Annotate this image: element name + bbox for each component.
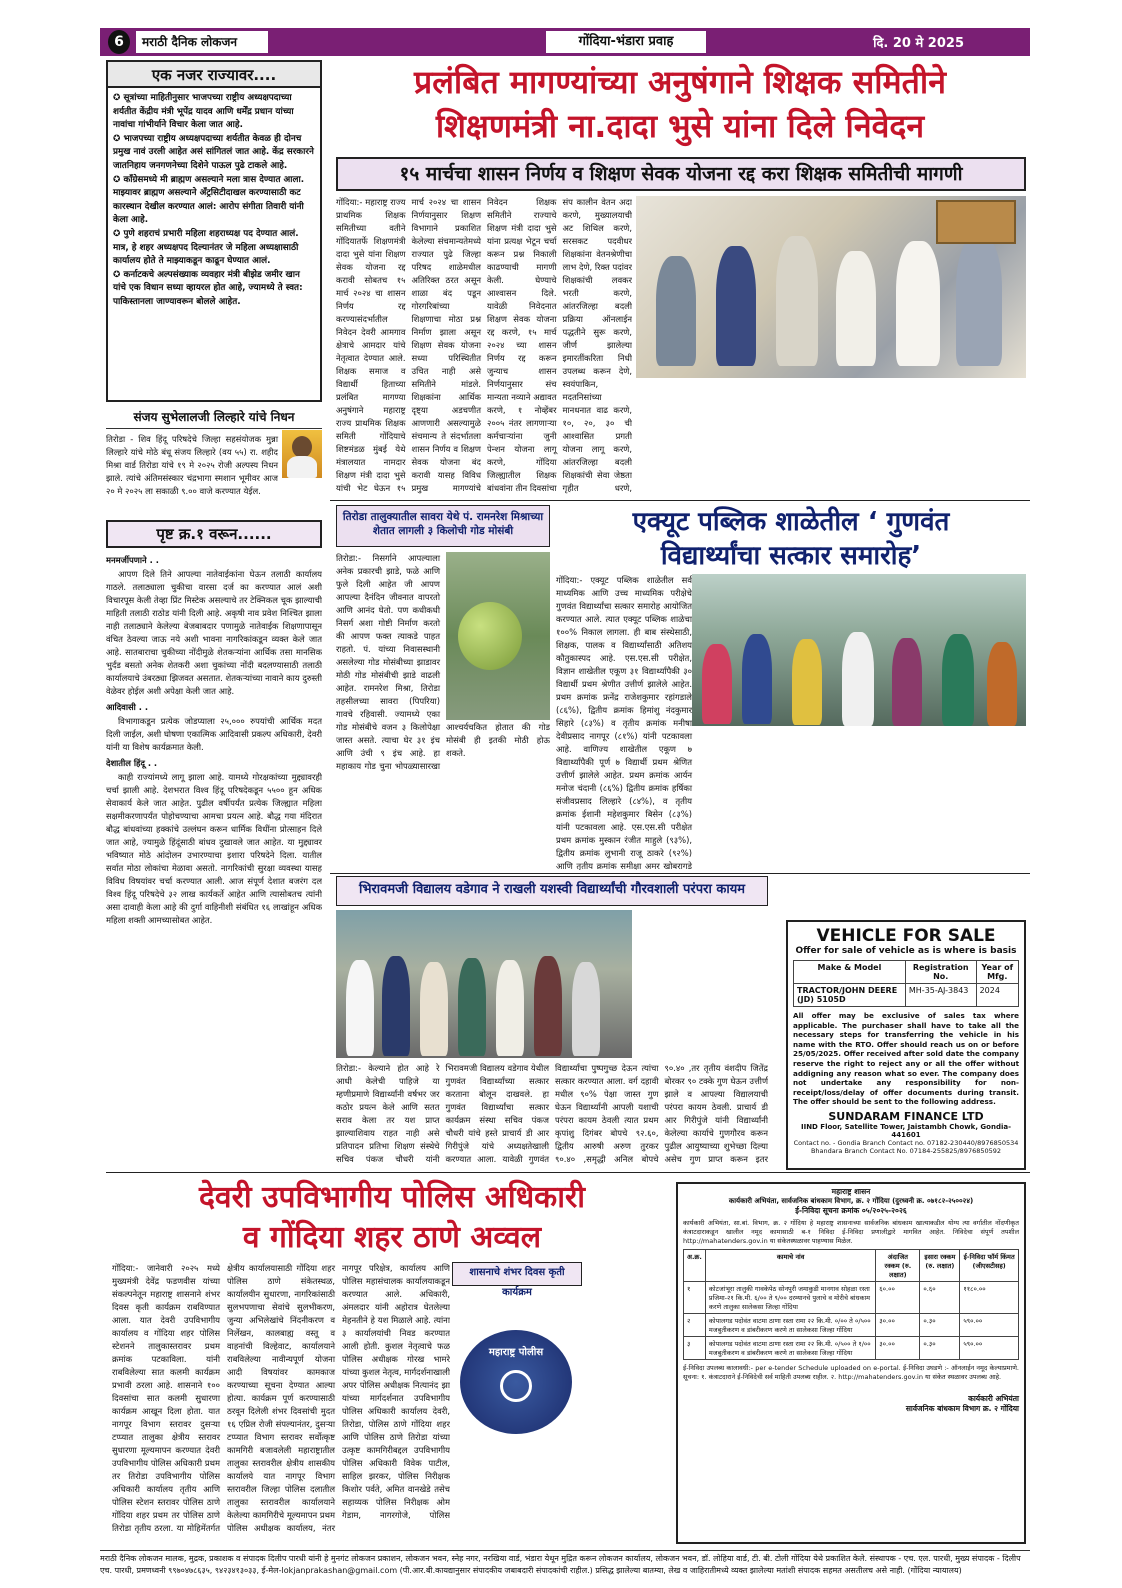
vehicle-table xyxy=(793,960,1019,1007)
star-icon: ✪ xyxy=(113,133,124,144)
tender-intro: कार्यकारी अभियंता, सा.बां. विभाग, क्र. २ गोंदिया हे महाराष्ट्र शासनाच्या सार्वजनिक बांधकाम खात्याकडील योग्य त्या वर्गातील नोंदणीकृत कंत्राटदाराकडून खालील नमूद कामासाठी ब-१ निविदा ई-निविदा प्रणालीद्वारे मागवित आहेत. निविदेचा संपूर्ण तपशील http://mahatenders.gov.in या संकेतस्थळावर पाहण्यास मिळेल. xyxy=(683,1219,1019,1245)
ad-contact: Contact no. - Gondia Branch Contact no. 07182-230440/8976850534 xyxy=(793,1138,1019,1147)
obituary-photo xyxy=(282,430,322,478)
maharashtra-police-logo xyxy=(460,1330,572,1434)
imprint-footer: मराठी दैनिक लोकजन मालक, मुद्रक, प्रकाशक व संपादक दिलीप पारधी यांनी हे मुनगंट लोकजन प्रकाशन, लोकजन भवन, स्नेह नगर, नरखिया वार्ड, भंडारा येथून मुद्रित करून लोकजन कार्यालय, लोकजन भवन, डॉ. लोहिया वार्ड, टी. बी. टोली गोंदिया येथे प्रकाशित केले. संस्थापक - एच. एल. पारधी, मुख्य संपादक - दिलीप एच. पारधी, प्रमणध्वनी ९९७०४७८६३५, ९४२३४१३०३३, ई-मेल-lokjanprakashan@gmail.com (पी.आर.बी.कायद्यानुसार संपादकीय जबाबदारी संपादकांची राहील.) प्रसिद्ध झालेल्या बातम्या, लेख व जाहिरातीमध्ये व्यक्त झालेल्या मतांशी संपादक सहमत असतीलच असे नाही. (गोंदिया न्यायालय) xyxy=(100,1550,1030,1582)
section-tag: मनमर्जीपणाने . . xyxy=(106,555,159,565)
bhiravamji-text-cont xyxy=(640,910,768,1058)
mosambi-text: तिरोडा:- निसर्गाने आपल्याला अनेक प्रकारची झाडे, फळे आणि फुले दिली आहेत जी आपण आपल्या दैनंदिन जीवनात वापरतो आणि आनंद घेतो. पण कधीकधी निसर्ग अशा गोष्टी निर्माण करतो की आपण फक्त त्याकडे पाहत राहतो. पं. यांच्या निवासस्थानी असलेल्या गोड मोसंबीच्या झाडावर मोठी गोड मोसंबीची झाडे वाढली आहेत. रामनरेश मिश्रा, तिरोडा तहसीलच्या सावरा (पिपरिया) गावचे रहिवासी. ज्यामध्ये एका गोड मोसंबीचे वजन ३ किलोपेक्षा जास्त असते. त्याचा घेर ३१ इंच आणि उंची ९ इंच आहे. हा महाकाय गोड चुना भोपळ्यासारखा आश्चर्यचकित होतात की गोड मोसंबी ही इतकी मोठी होऊ शकते. xyxy=(336,553,550,771)
tender-title: महाराष्ट्र शासन xyxy=(831,1187,871,1196)
news-item: ✪ कर्नाटकचे अल्पसंख्याक व्यवहार मंत्री बीझेड जमीर खान यांचे एक विधान सध्या व्हायरल होत आहे, ज्यामध्ये ते स्वत: पाकिस्तानला जाण्यावरून बोलले आहेत. xyxy=(113,269,303,307)
sidebar-news-list xyxy=(108,88,320,398)
star-icon: ✪ xyxy=(113,93,124,103)
main-story-text-b xyxy=(636,382,1026,498)
section-name: गोंदिया-भंडारा प्रवाह xyxy=(546,31,706,53)
main-headline xyxy=(330,60,1030,148)
bhiravamji-text: तिरोडा:- केल्याने होत आहे रे आधी केलेची पाहिजे या म्हणीप्रमाणे विद्यार्थ्यांनी वर्षभर जर कठोर प्रयत्न केले आणि सतत सराव केला तर यश प्राप्त झाल्याशिवाय राहत नाही असे प्रतिपादन प्रतिभा शिक्षण संस्थेचे सचिव पंकज चौधरी यांनी भिरावमजी विद्यालय वडेगाव येथील गुणवंत विद्यार्थ्यांच्या सत्कार करताना बोलून दाखवले. हा गुणवंत विद्यार्थ्यांचा सत्कार कार्यक्रम संस्था सचिव पंकज चौधरी यांचे हस्ते प्राचार्य डी आर गिरीपुंजे यांचे अध्यक्षतेखाली करण्यात आला. यावेळी गुणवंत विद्यार्थ्यांचा पुष्पगुच्छ देऊन त्यांचा सत्कार करण्यात आला. वर्ग दहावी मधील ९०% पेक्षा जास्त गुण घेऊन विद्यार्थ्यांनी आपली यशाची परंपरा कायम ठेवली त्यात प्रथम कृपांशु दिगंबर बोपचे ९२.६०, द्वितीय आरुषी अरुण तुरकर ९०.४० ,समृद्धी अनिल बोपचे ९०.४० ,तर तृतीय वंशदीप जितेंद्र बोरकर ९० टक्के गुण घेऊन उत्तीर्ण झाले व आपल्या विद्यालयाची परंपरा कायम ठेवली. प्राचार्य डी आर गिरीपुंजे यांनी विद्यार्थ्यांनी केलेल्या कार्याचे गुणगौरव करून पुढील आयुष्याच्या शुभेच्छा दिल्या असेच गुण प्राप्त करून इतर xyxy=(336,1063,768,1164)
divider xyxy=(330,500,1030,501)
bhiravamji-headline: भिरावमजी विद्यालय वडेगाव ने राखली यशस्वी विद्यार्थ्यांची गौरवशाली परंपरा कायम xyxy=(336,876,768,906)
police-text-a: गोंदिया:- जानेवारी २०२५ मध्ये मुख्यमंत्री देवेंद्र फडणवीस यांच्या संकल्पनेतून महाराष्ट्र शासनाने शंभर दिवस कृती कार्यक्रम राबविण्यात आला. यात देवरी उपविभागीय कार्यालय व गोंदिया शहर पोलिस स्टेशनने तालुकास्तरावर प्रथम क्रमांक पटकाविला. यांनी राबविलेल्या सात कलमी कार्यक्रम प्रभावी ठरला आहे. शासनाने १०० दिवसांचा सात कलमी सुधारणा कार्यक्रम आखून दिला होता. यात नागपूर विभाग स्तरावर दुसऱ्या टप्प्यात तालुका क्षेत्रीय स्तरावर सुधारणा मूल्यमापन करण्यात देवरी उपविभागीय पोलिस अधिकारी प्रथम तर तिरोडा उपविभागीय पोलिस अधिकारी कार्यालय तृतीय आणि पोलिस स्टेशन स्तरावर पोलिस ठाणे गोंदिया शहर प्रथम तर पोलिस ठाणे तिरोडा तृतीय ठरला. या मोहिमेंतर्गत क्षेत्रीय कार्यालयासाठी गोंदिया शहर पोलिस ठाणे संकेतस्थळ, कार्यालयीन सुधारणा, नागरिकांसाठी सुलभपणाचा सेवांचे सुलभीकरण, जुन्या अभिलेखांचे निंदनीकरण व निर्लेखन, कालबाह्य वस्तू व वाहनांची विल्हेवाट, कार्यालयाने राबविलेल्या नावीन्यपूर्ण योजना आदी विषयांवर कामकाज करण्याच्या सूचना देण्यात आल्या होत्या. कार्यक्रम पूर्ण करण्यासाठी ठरवून दिलेली शंभर दिवसांची मुदत १६ एप्रिल रोजी संपल्यानंतर, दुसऱ्या टप्प्यात विभाग स्तरावर सर्वोत्कृष्ट कामगिरी बजावलेली महाराष्ट्रातील तालुका स्तरावरील क्षेत्रीय शासकीय कार्यालये यात नागपूर विभाग स्तरावरील जिल्हा पोलिस दलातील तालुका स्तरावरील कार्यालयाने केलेल्या कामगिरीचे मूल्यमापन प्रथम पोलिस अधीक्षक कार्यालय, नंतर नागपूर परिक्षेत्र, कार्यालय आणि पोलिस महासंचालक कार्यालयाकडून करण्यात आले. अधिकारी, अंमलदार यांनी अहोरात्र घेतलेल्या मेहनतीने हे यश मिळाले आहे. त्यांना ३ कार्यालयांची निवड करण्यात आली होती. कुशल नेतृत्वाचे फळ पोलिस अधीक्षक गोरख भामरे यांच्या कुशल नेतृत्व, मार्गदर्शनाखाली अपर पोलिस अधीक्षक नित्यानंद झा यांच्या मार्गदर्शनात उपविभागीय पोलिस अधिकारी कार्यालय देवरी, तिरोडा, पोलिस ठाणे गोंदिया शहर आणि पोलिस ठाणे तिरोडा यांच्या उत्कृष्ट कामगिरीबद्दल उपविभागीय पोलिस अधिकारी विवेक पाटील, साहिल झरकर, पोलिस निरीक्षक किशोर पर्वते, अमित वानखेडे तसेच सहाय्यक पोलिस निरीक्षक ओम गेडाम, नागरगोजे, पोलिस xyxy=(112,1263,450,1533)
paper-name: मराठी दैनिक लोकजन xyxy=(136,31,268,53)
star-icon: ✪ xyxy=(113,174,124,185)
tender-ad xyxy=(676,1182,1026,1544)
main-story-photo xyxy=(636,196,1026,378)
table-row: १ कोटजांभूरा तालुकी गावकेपेठ सोनपुरी जमाकुडी मानगाव सोहळा रस्ता प्रजिमा-२१ कि.मी. ६/०० ते ९/०० दरम्यानचे पुलाचे व मोरीचे बांधकाम करणे तालुका सालेकसा जिल्हा गोंदिया ६०.०० ०.६० ११८०.०० xyxy=(684,1282,1019,1314)
sidebar-news-title: एक नजर राज्यावर.... xyxy=(108,62,320,88)
ekyut-headline-line1: एक्यूट पब्लिक शाळेतील ‘ गुणवंत xyxy=(632,507,950,537)
mosambi-photo xyxy=(446,552,550,720)
vehicle-make: TRACTOR/JOHN DEERE (JD) 5105D xyxy=(794,984,906,1007)
col-make: Make & Model xyxy=(794,961,906,984)
news-item: ✪ भाजपच्या राष्ट्रीय अध्यक्षपदाच्या शर्यतीत केवळ ही दोनच प्रमुख नावं उरली आहेत असं सांगितलं जात आहे. केंद्र सरकारने जातनिहाय जनगणनेच्या दिशेने पाऊल पुढे टाकले आहे. xyxy=(113,133,314,171)
main-story-text-a: गोंदिया:- महाराष्ट्र राज्य प्राथमिक शिक्षक समितीच्या वतीने गोंदियातर्फे शिक्षणमंत्री दादा भुसे यांना शिक्षण सेवक योजना रद्द करावी सोबतच १५ मार्च २०२४ चा शासन निर्णय रद्द करण्यासंदर्भातील निवेदन देवरी आमगाव क्षेत्राचे आमदार यांचे नेतृत्वात देण्यात आले. शिक्षक समाज व विद्यार्थी हिताच्या प्रलंबित मागण्या अनुषंगाने महाराष्ट्र राज्य प्राथमिक शिक्षक समिती गोंदियाचे शिष्टमंडळ मुंबई येथे मंत्रालयात नामदार शिक्षण मंत्री दादा भुसे यांची भेट घेऊन १५ मार्च २०२४ चा शासन निर्णयानुसार शिक्षण विभागाने प्रकाशित केलेल्या संचमान्यतेमध्ये राज्यात पुढे जिल्हा परिषद शाळेमधील अतिरिक्त ठरत असून शाळा बंद पडून गोरगरिबांच्या शिक्षणाचा मोठा प्रश्न निर्माण झाला असून शिक्षण सेवक योजना सध्या परिस्थितीत उचित नाही असे समितीने मांडले. शिक्षकांना आर्थिक दृष्ट्या अडचणीत आणणारी असल्यामुळे संचमान्य ते संदर्भातला शासन निर्णय व शिक्षण सेवक योजना बंद करावी यासह विविध प्रमुख मागण्यांचे निवेदन शिक्षक समितीने राज्याचे शिक्षण मंत्री दादा भुसे यांना प्रत्यक्ष भेटून चर्चा करून प्रश्न निकाली काढण्याची मागणी केली. घेण्याचे आश्वासन दिले. यावेळी निवेदनात शिक्षण सेवक योजना रद्द करणे, १५ मार्च २०२४ च्या शासन निर्णय रद्द करून जुन्याच शासन निर्णयानुसार संच मान्यता नव्याने अद्यावत करणे, १ नोव्हेंबर २००५ नंतर लागणाऱ्या कर्मचाऱ्यांना जुनी पेन्शन योजना लागू करणे, गोंदिया जिल्ह्यातील शिक्षक बांधवांना तीन दिवसांचा संप कालीन वेतन अदा करणे, मुख्यालयाची अट शिथिल करणे, सरसकट पदवीधर शिक्षकांना वेतनश्रेणीचा लाभ देणे, रिक्त पदांवर शिक्षकांची लवकर भरती करणे, आंतरजिल्हा बदली प्रक्रिया ऑनलाईन पद्धतीने सुरू करणे, जीर्ण झालेल्या इमारतींकरिता निधी उपलब्ध करून देणे, स्वयंपाकिन, मदतनिसांच्या मानधनात वाढ करणे, १०, २०, ३० ची आश्वासित प्रगती योजना लागू करणे, आंतरजिल्हा बदली शिक्षकांची सेवा जेष्ठता गृहीत धरणे, xyxy=(336,197,632,493)
bhiravamji-photo xyxy=(336,910,632,1058)
tender-signature-1: कार्यकारी अभियंता xyxy=(968,1394,1019,1403)
col-reg: Registration No. xyxy=(905,961,976,984)
col-sr: अ.क्र. xyxy=(684,1250,706,1282)
main-headline-line1: प्रलंबित मागण्यांच्या अनुषंगाने शिक्षक समितीने xyxy=(414,63,946,101)
ad-subtitle: Offer for sale of vehicle as is where is basis xyxy=(795,946,1017,956)
ekyut-photo xyxy=(692,574,1026,726)
news-item: ✪ सूत्रांच्या माहितीनुसार भाजपच्या राष्ट्रीय अध्यक्षपदाच्या शर्यतीत केंद्रीय मंत्री भूपेंद्र यादव आणि धर्मेंद्र प्रधान यांच्या नावांचा गांभीर्याने विचार केला जात आहे. xyxy=(113,93,294,131)
tender-notes: ई-निविदा उपलब्ध कालावधी:- per e-tender Schedule uploaded on e-portal. ई-निविदा उघडणे :- ऑनलाईन नमूद केल्याप्रमाणे. सूचना: १. कंत्राटदाराने ई-निविदेची सर्व माहिती उपलब्ध राहील. २. http://mahatenders.gov.in या संकेत स्थळावर उपलब्ध आहे. xyxy=(683,1364,1019,1381)
table-row: ३ कोपालगड पदोवंत वाटमा ठाणा रस्ता रामा २२ कि.मी. ०/५०० ते १/०० मजबुतीकरण व डांबरीकरण करणे ता सालेकसा जिल्हा गोंदिया ३०.०० ०.३० ५९०.०० xyxy=(684,1337,1019,1360)
page-header xyxy=(100,28,1030,56)
main-subhead: १५ मार्चचा शासन निर्णय व शिक्षण सेवक योजना रद्द करा शिक्षक समितीची मागणी xyxy=(336,157,1026,191)
col-emd: इसारा रक्कम (रु. लक्षात) xyxy=(920,1250,960,1282)
star-icon: ✪ xyxy=(113,228,124,239)
section-tag: देशातील हिंदू . . xyxy=(106,758,158,768)
ad-contact-2: Bhandara Branch Contact No. 07184-255825/8976850592 xyxy=(810,1146,1002,1155)
vehicle-reg: MH-35-AJ-3843 xyxy=(905,984,976,1007)
star-icon: ✪ xyxy=(113,269,124,280)
col-cost: अंदाजित रक्कम (रु. लक्षात) xyxy=(876,1250,920,1282)
tender-notice-no: ई-निविदा सूचना क्रमांक ०५/२०२५-२०२६ xyxy=(795,1206,907,1215)
police-headline xyxy=(112,1178,672,1258)
ekyut-body: गोंदिया:- एक्यूट पब्लिक शाळेतील सर्व माध्यमिक आणि उच्च माध्यमिक परीक्षेचे गुणवंत विद्यार्थ्यांचा सत्कार समारोह आयोजित करण्यात आले. त्यात एक्यूट पब्लिक शाळेचा १००% निकाल लागला. ही बाब संस्थेसाठी, शिक्षक, पालक व विद्यार्थ्यांसाठी अतिशय कौतुकास्पद आहे. एस.एस.सी परीक्षेत, विज्ञान शाखेतील एकूण ३१ विद्यार्थ्यांपैकी ३० विद्यार्थी प्रथम श्रेणीत उत्तीर्ण झालेले आहेत. प्रथम क्रमांक फ्रनेंद्र राजेशकुमार रहांगडाले (८६%), द्वितीय क्रमांक हिमांशु नंदकुमार सिहारे (८३%) व तृतीय क्रमांक मनीषा देवीप्रसाद नागपूर (८१%) यांनी पटकावला आहे. वाणिज्य शाखेतील एकूण ७ विद्यार्थ्यांपैकी पूर्ण ७ विद्यार्थी प्रथम श्रेणित उत्तीर्ण झालेले आहेत. प्रथम क्रमांक आर्यन मनोज चंदानी (८६%) द्वितीय क्रमांक हर्षिका संजीवप्रसाद लिल्हारे (८४%), व तृतीय क्रमांक ईशानी महेशकुमार बिसेन (८३%) यांनी पटकावला आहे. एस.एस.सी परीक्षेत प्रथम क्रमांक मुस्कान रंजीत माहुले (९३%), द्वितीय क्रमांक लुभानी राजू ठाकरे (९२%) आणि तृतीय क्रमांक समीक्षा अमर खोबरागडे xyxy=(556,575,692,870)
badge-icon xyxy=(500,1370,532,1402)
divider xyxy=(106,1172,1030,1173)
section-body: विभागाकडून प्रत्येक जोडप्याला २५,००० रुपयांची आर्थिक मदत दिली जाईल, अशी घोषणा एकात्मिक आदिवासी प्रकल्प अधिकारी, देवरी यांनी या विशेष कार्यक्रमात केली. xyxy=(106,716,322,752)
obituary-text: तिरोडा - शिव हिंदू परिषदेचे जिल्हा सहसंयोजक मुन्ना लिल्हारे यांचे मोठे बंधू संजय लिल्हारे (वय ५५) रा. शहीद मिश्रा वार्ड तिरोडा यांचे १९ मे २०२५ रोजी अल्पस्य निधन झाले. त्यांचे अंतिमसंस्कार चंद्रभागा स्मशान भूमीवर आज २० मे २०२५ ला सकाळी ९.०० वाजे करण्यात येईल. xyxy=(106,434,278,496)
ad-address: IIND Floor, Satellite Tower, Jaistambh Chowk, Gondia- 441601 xyxy=(800,1122,1012,1139)
police-box-title: शासनाचे शंभर दिवस कृती कार्यक्रम xyxy=(452,1262,582,1286)
ad-terms: All offer may be exclusive of sales tax where applicable. The purchaser shall have to take all the necessary steps for transferring the vehicle in his name with the RTO. Offer should reach us on or before 25/05/2025. Offer received after sold date the company reserve the right to reject any or all the offer without addigning any reason what so ever. The company does not undertake any responsibility for non-receipt/loss/delay of offer documents during transit. The offer should be sent to the following address. xyxy=(793,1011,1019,1107)
main-headline-line2: शिक्षणमंत्री ना.दादा भुसे यांना दिले निवेदन xyxy=(435,107,925,145)
mosambi-headline: तिरोडा तालुक्यातील सावरा येथे पं. रामनरेश मिश्राच्या शेतात लागली ३ किलोची गोड मोसंबी xyxy=(336,505,550,547)
vehicle-sale-ad xyxy=(786,920,1026,1170)
obituary-title: संजय सुभेलालजी लिल्हारे यांचे निधन xyxy=(106,408,322,429)
section-body: काही राज्यांमध्ये लागू झाला आहे. यामध्ये गोरक्षकांच्या मुद्द्यावरही चर्चा झाली आहे. देशभरात विश्व हिंदू परिषदेकडून ५५०० हून अधिक सेवाकार्य केले जात आहेत. पुढील वर्षीपर्यंत प्रत्येक जिल्ह्यात महिला सक्षमीकरणापर्यंत पोहोचण्याचा आमचा प्रयत्न आहे. बौद्ध गया मंदिरात बौद्ध बांधवांच्या हक्कांचे उल्लंघन करून धार्मिक विधींना प्रोत्साहन दिले जात आहे, ज्यामुळे हिंदूंसाठी बांधव दुखावले जात आहेत. या मुद्द्यावर भविष्यात मोठे आंदोलन उभारण्याचा इशारा परिषदेने दिला. यातील सर्वात मोठा लोकांचा मेळावा असतो. नागरिकांची सुरक्षा व्यवस्था यासह विविध विषयांवर चर्चा करण्यात आली. आज संपूर्ण देशात बजरंग दल विश्व हिंदू परिषदेचे ३२ लाख कार्यकर्ते आहेत आणि त्यासोबतच त्यांनी असा दावाही केला आहे की दुर्गा वाहिनीशी संबंधित १६ लाखांहून अधिक महिला शक्ती आमच्यासोबत आहेत. xyxy=(106,772,322,925)
issue-date: दि. 20 मे 2025 xyxy=(873,36,964,51)
obituary xyxy=(106,408,322,516)
logo-text: महाराष्ट्र पोलीस xyxy=(488,1347,544,1358)
police-headline-line1: देवरी उपविभागीय पोलिस अधिकारी xyxy=(198,1180,586,1215)
continuation-title: पृष्ट क्र.१ वरून...... xyxy=(106,520,322,548)
ekyut-headline-line2: विद्यार्थ्यांचा सत्कार समारोह’ xyxy=(660,541,922,571)
table-row: २ कोपालगड पदोवंत वाटमा ठाणा रस्ता रामा २२ कि.मी. ०/०० ते ०/५०० मजबुतीकरण व डांबरीकरण करणे ता सालेकसा जिल्हा गोंदिया ३०.०० ०.३० ५९०.०० xyxy=(684,1314,1019,1337)
tender-dept: कार्यकारी अभियंता, सार्वजनिक बांधकाम विभाग, क्र. २ गोंदिया (दुरध्वनी क्र. ०७१८२-२५००२४) xyxy=(728,1197,974,1205)
section-body: आपण दिले तिने आपल्या नातेवाईकांना घेऊन तलाठी कार्यालय गाठले. तलाठ्याला चुकीचा वारसा दर्ज का करण्यात आलं अशी विचारपूस केली तेव्हा प्रिंट मिस्टेक असल्याचे तर टेक्निकल चूक झाल्याची माहिती तलाठी राठोड यांनी दिली आहे. अकृषी नाव प्रवेश निश्चित झाला नाही तलाठ्याने केलेल्या बेजबाबदार पणामुळे नातेवाईक शिक्षणापासून वंचित ठेवल्या जाऊ नये अशी भावना नागरिकांकडून व्यक्त केले जात आहे. सातबाराचा चुकीच्या नोंदीमुळे शेतकऱ्यांना आर्थिक तसा मानसिक भुर्दंड बसतो अनेक शेतकरी अशा चुकांच्या नोंदी बदलण्यासाठी तलाठी कार्यालयाचे उंबरठ्या झिजवत असतात. शेतकऱ्यांच्या नावाने काय दुरुस्ती वेळेवर होईल अशी अपेक्षा केली जात आहे. xyxy=(106,569,322,696)
news-item: ✪ पुणे शहराचं प्रभारी महिला शहराध्यक्ष पद देण्यात आलं. मात्र, हे शहर अध्यक्षपद दिल्यानंतर जे महिला अध्यक्षासाठी कार्यालय होते ते माझ्याकडून काढून घेण्यात आलं. xyxy=(113,228,299,267)
col-name: कामाचे नांव xyxy=(705,1250,875,1282)
tender-signature-2: सार्वजनिक बांधकाम विभाग क्र. २ गोंदिया xyxy=(905,1404,1019,1413)
police-headline-line2: व गोंदिया शहर ठाणे अव्वल xyxy=(242,1220,542,1255)
tender-table xyxy=(683,1249,1019,1360)
page-number: 6 xyxy=(108,30,130,54)
police-text-b xyxy=(586,1262,672,1544)
ad-company: SUNDARAM FINANCE LTD xyxy=(828,1109,984,1123)
col-year: Year of Mfg. xyxy=(976,961,1018,984)
ekyut-headline xyxy=(556,505,1026,573)
ad-title: VEHICLE FOR SALE xyxy=(816,926,996,946)
sidebar-news-box xyxy=(106,60,322,402)
vehicle-year: 2024 xyxy=(976,984,1018,1007)
section-tag: आदिवासी . . xyxy=(106,702,149,712)
col-fee: ई-निविदा फॉर्म किंमत (जीएसटीसह) xyxy=(960,1250,1019,1282)
divider xyxy=(330,873,1030,874)
news-item: ✪ कॉंग्रेसमध्ये मी ब्राह्मण असल्याने मला त्रास देण्यात आला. माझ्यावर ब्राह्मण असल्याने अँट्रसिटीदाखल करण्यासाठी कट कारस्थान देखील करण्यात आलं: आरोप संगीता तिवारी यांनी केला आहे. xyxy=(113,174,305,226)
